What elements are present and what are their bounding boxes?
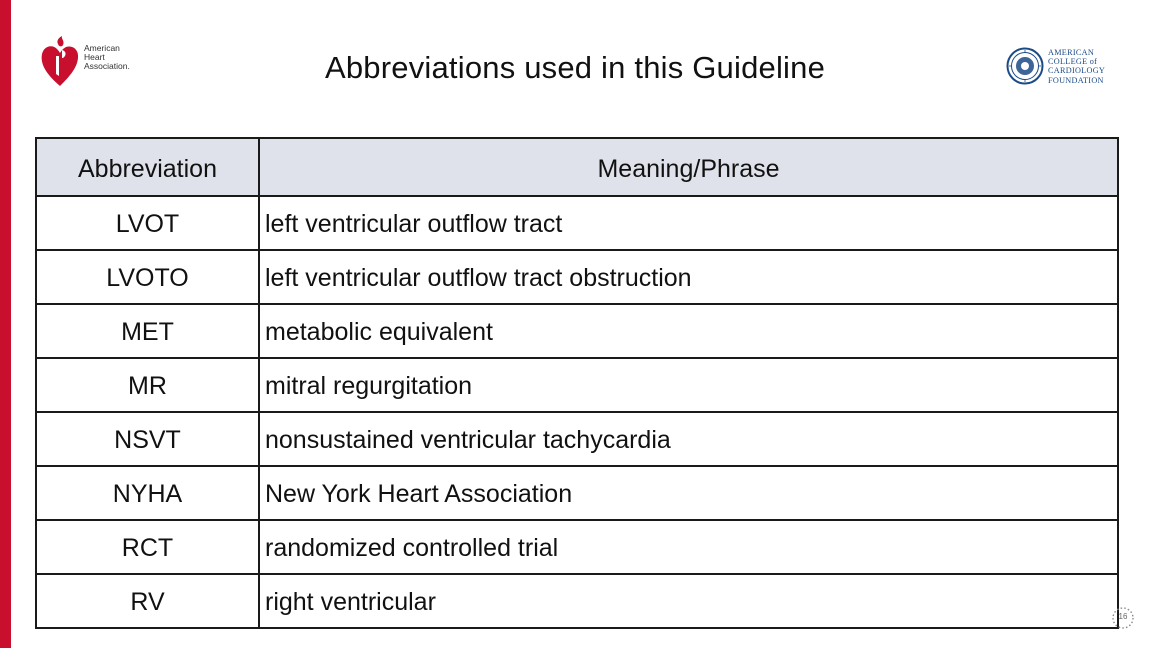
table-header-row [36, 138, 1118, 196]
abbreviation-cell: NYHA [36, 466, 259, 520]
accf-seal-icon [1006, 46, 1044, 86]
column-header-meaning: Meaning/Phrase [259, 138, 1118, 196]
table-row [36, 574, 1118, 628]
table-row [36, 250, 1118, 304]
meaning-cell: New York Heart Association [259, 466, 1118, 520]
meaning-cell: nonsustained ventricular tachycardia [259, 412, 1118, 466]
accf-logo-line-2: COLLEGE of [1048, 57, 1098, 67]
meaning-cell: left ventricular outflow tract [259, 196, 1118, 250]
aha-logo-line-2: Heart [84, 52, 105, 62]
table-row [36, 520, 1118, 574]
accf-logo-line-1: AMERICAN [1048, 48, 1095, 57]
table-row [36, 304, 1118, 358]
accf-logo [1006, 46, 1116, 90]
meaning-cell: right ventricular [259, 574, 1118, 628]
page-number: 16 [1118, 612, 1128, 621]
page-number-badge [1111, 606, 1135, 630]
meaning-cell: randomized controlled trial [259, 520, 1118, 574]
meaning-cell: metabolic equivalent [259, 304, 1118, 358]
abbreviation-cell: NSVT [36, 412, 259, 466]
meaning-cell: mitral regurgitation [259, 358, 1118, 412]
accf-logo-line-3: CARDIOLOGY [1048, 66, 1106, 76]
table-row [36, 466, 1118, 520]
accf-logo-line-4: FOUNDATION [1048, 75, 1104, 85]
abbreviation-cell: LVOT [36, 196, 259, 250]
abbreviation-cell: RV [36, 574, 259, 628]
abbreviations-table [35, 137, 1119, 629]
meaning-cell: left ventricular outflow tract obstruction [259, 250, 1118, 304]
abbreviation-cell: MR [36, 358, 259, 412]
table-row [36, 358, 1118, 412]
page-title [0, 49, 1152, 86]
table-row [36, 412, 1118, 466]
aha-logo-line-1: American [84, 43, 120, 53]
abbreviation-cell: RCT [36, 520, 259, 574]
abbreviation-cell: LVOTO [36, 250, 259, 304]
column-header-abbreviation: Abbreviation [36, 138, 259, 196]
aha-logo-line-3: Association. [84, 61, 130, 71]
page-title-text: Abbreviations used in this Guideline [324, 50, 826, 85]
left-accent-bar [0, 0, 11, 648]
table-row [36, 196, 1118, 250]
abbreviation-cell: MET [36, 304, 259, 358]
